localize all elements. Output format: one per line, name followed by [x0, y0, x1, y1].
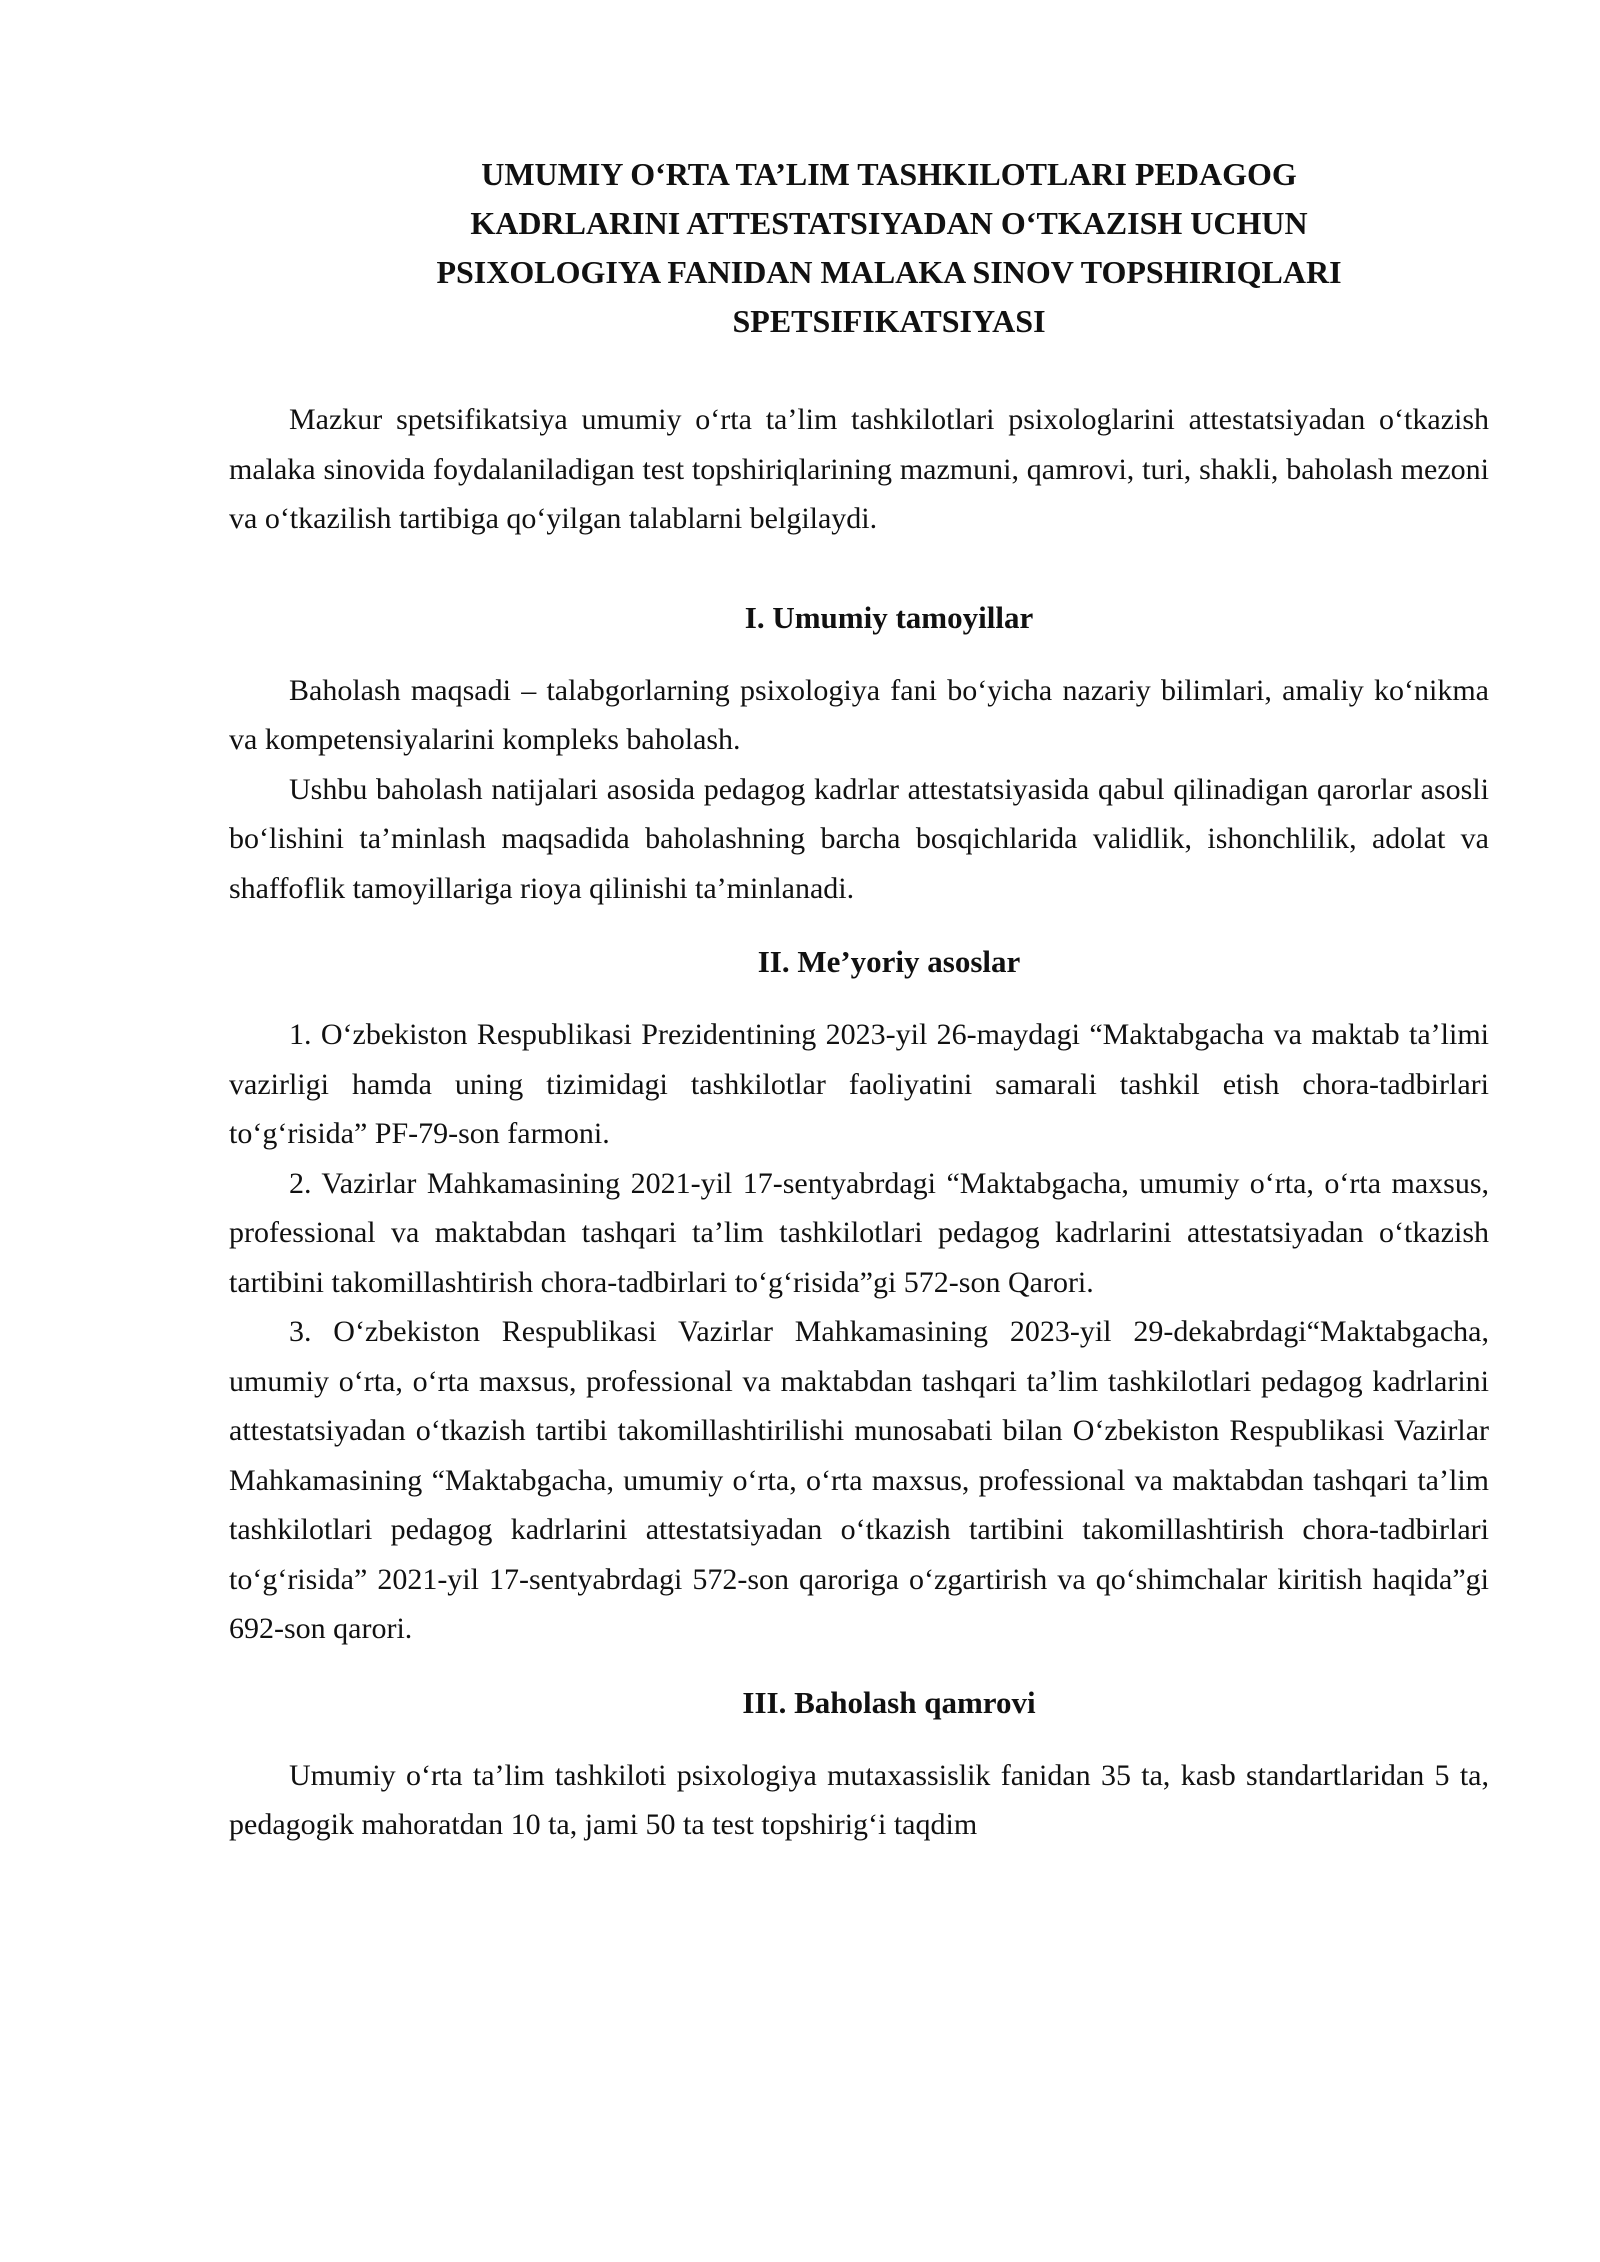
paragraph: Baholash maqsadi – talabgorlarning psixologiya fani bo‘yicha nazariy bilimlari, amaliy ko‘nikma va kompetensiyalarini kompleks baholash.: [229, 673, 1489, 756]
document-title: [229, 150, 1489, 346]
paragraph: Ushbu baholash natijalari asosida pedagog kadrlar attestatsiyasida qabul qilinadigan qarorlar asosli bo‘lishini ta’minlash maqsadida baholashning barcha bosqichlarida validlik, ishonchlilik, adolat va shaffoflik tamoyillariga rioya qilinishi ta’minlanadi.: [229, 772, 1489, 905]
document-page: [229, 150, 1489, 1850]
spacer: [229, 544, 1489, 593]
section-heading-baholash-qamrovi: III. Baholash qamrovi: [742, 1684, 1036, 1720]
title-line: PSIXOLOGIYA FANIDAN MALAKA SINOV TOPSHIRIQLARI: [436, 254, 1342, 290]
section-heading-meyoriy-asoslar: II. Me’yoriy asoslar: [757, 944, 1021, 979]
spacer: [229, 913, 1489, 937]
list-item: 2. Vazirlar Mahkamasining 2021-yil 17-sentyabrdagi “Maktabgacha, umumiy o‘rta, o‘rta maxsus, professional va maktabdan tashqari ta’lim tashkilotlari pedagog kadrlarini attestatsiyadan o‘tkazish tartibini takomillashtirish chora-tadbirlari to‘g‘risida”gi 572-son Qarori.: [229, 1166, 1489, 1299]
title-line: UMUMIY O‘RTA TA’LIM TASHKILOTLARI PEDAGOG: [481, 156, 1297, 192]
spacer: [229, 1727, 1489, 1751]
paragraph: Umumiy o‘rta ta’lim tashkiloti psixologiya mutaxassislik fanidan 35 ta, kasb standartlaridan 5 ta, pedagogik mahoratdan 10 ta, jami 50 ta test topshirig‘i taqdim: [229, 1758, 1489, 1841]
spacer: [229, 986, 1489, 1010]
spacer: [229, 1654, 1489, 1678]
spacer: [229, 346, 1489, 395]
title-line: KADRLARINI ATTESTATSIYADAN O‘TKAZISH UCHUN: [470, 205, 1308, 241]
section-heading-umumiy-tamoyillar: I. Umumiy tamoyillar: [744, 599, 1034, 635]
intro-paragraph: Mazkur spetsifikatsiya umumiy o‘rta ta’lim tashkilotlari psixologlarini attestatsiyadan o‘tkazish malaka sinovida foydalaniladigan test topshiriqlarining mazmuni, qamrovi, turi, shakli, baholash mezoni va o‘tkazilish tartibiga qo‘yilgan talablarni belgilaydi.: [229, 403, 1489, 535]
spacer: [229, 642, 1489, 666]
title-line: SPETSIFIKATSIYASI: [732, 303, 1046, 339]
list-item: 1. O‘zbekiston Respublikasi Prezidentining 2023-yil 26-maydagi “Maktabgacha va maktab ta’limi vazirligi hamda uning tizimidagi tashkilotlar faoliyatini samarali tashkil etish chora-tadbirlari to‘g‘risida” PF-79-son farmoni.: [229, 1018, 1489, 1150]
list-item: 3. O‘zbekiston Respublikasi Vazirlar Mahkamasining 2023-yil 29-dekabrdagi“Maktabgacha, umumiy o‘rta, o‘rta maxsus, professional va maktabdan tashqari ta’lim tashkilotlari pedagog kadrlarini attestatsiyadan o‘tkazish tartibi takomillashtirilishi munosabati bilan O‘zbekiston Respublikasi Vazirlar Mahkamasining “Maktabgacha, umumiy o‘rta, o‘rta maxsus, professional va maktabdan tashqari ta’lim tashkilotlari pedagog kadrlarini attestatsiyadan o‘tkazish tartibini takomillashtirish chora-tadbirlari to‘g‘risida” 2021-yil 17-sentyabrdagi 572-son qaroriga o‘zgartirish va qo‘shimchalar kiritish haqida”gi 692-son qarori.: [229, 1315, 1489, 1645]
